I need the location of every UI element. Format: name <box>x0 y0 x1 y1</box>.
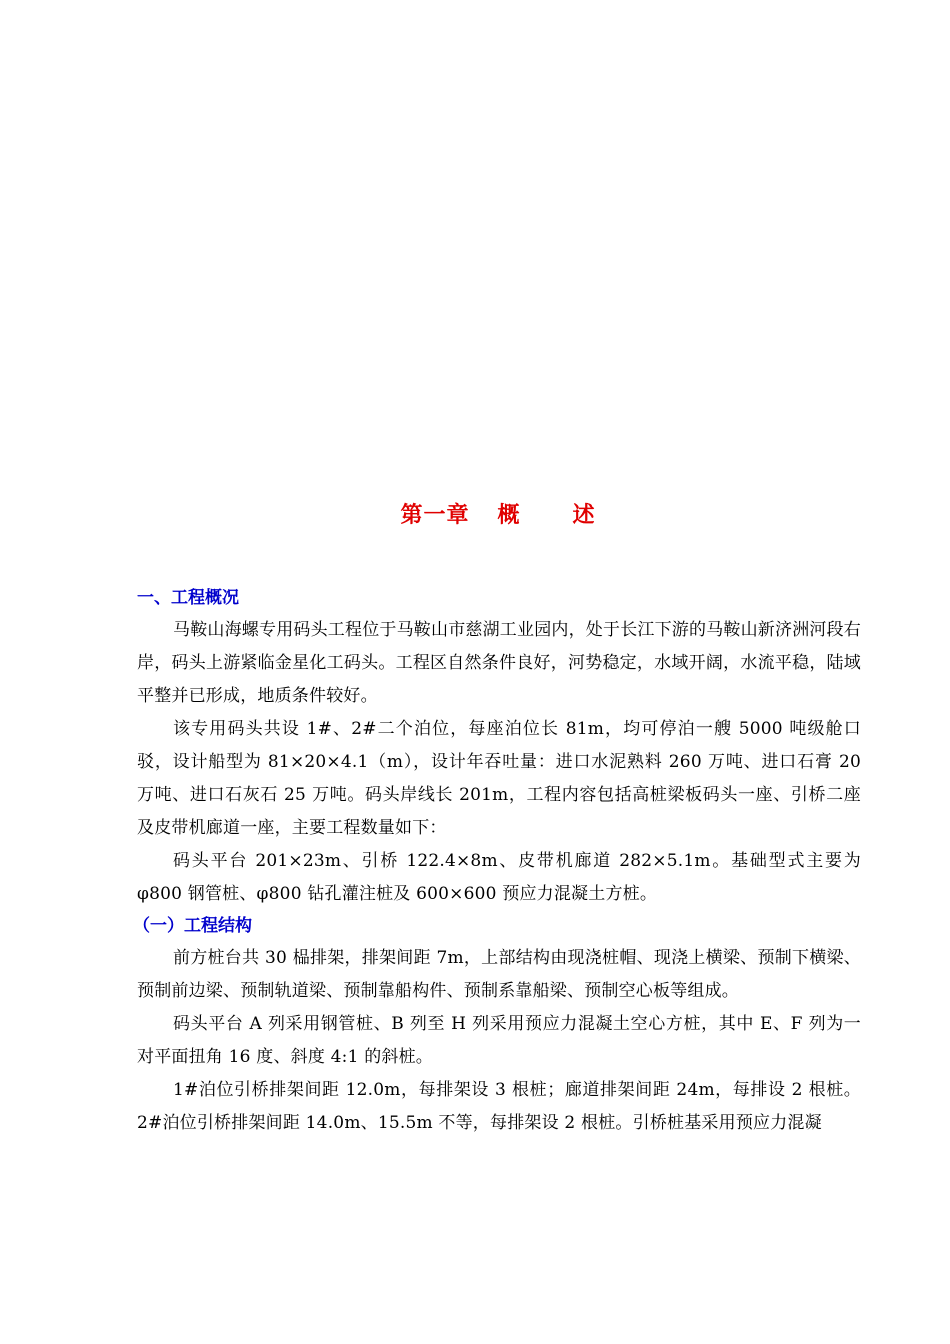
paragraph-berths: 该专用码头共设 1#、2#二个泊位，每座泊位长 81m，均可停泊一艘 5000 吨级舱口驳，设计船型为 81×20×4.1（m），设计年吞吐量：进口水泥熟料 260 万吨、进口石膏 20 万吨、进口石灰石 25 万吨。码头岸线长 201m，工程内容包括高桩梁板码头一座、引桥二座及皮带机廊道一座，主要工程数量如下： <box>137 719 861 838</box>
paragraph-approach-bridge: 1#泊位引桥排架间距 12.0m，每排架设 3 根桩；廊道排架间距 24m，每排设 2 根桩。2#泊位引桥排架间距 14.0m、15.5m 不等，每排架设 2 根桩。引桥桩基采用预应力混凝 <box>137 1080 861 1133</box>
chapter-title-char-1: 概 <box>497 502 521 528</box>
paragraph-piles: 码头平台 A 列采用钢管桩、B 列至 H 列采用预应力混凝土空心方桩，其中 E、F 列为一对平面扭角 16 度、斜度 4:1 的斜桩。 <box>137 1014 861 1067</box>
section-heading-overview: 一、工程概况 <box>137 588 239 608</box>
paragraph-bents: 前方桩台共 30 榀排架，排架间距 7m，上部结构由现浇桩帽、现浇上横梁、预制下横梁、预制前边梁、预制轨道梁、预制靠船构件、预制系靠船梁、预制空心板等组成。 <box>137 948 861 1001</box>
document-body <box>133 583 861 1140</box>
chapter-title-char-2: 述 <box>572 502 596 528</box>
chapter-number: 第一章 <box>400 502 470 528</box>
chapter-title <box>0 498 950 529</box>
paragraph-quantities: 码头平台 201×23m、引桥 122.4×8m、皮带机廊道 282×5.1m。基础型式主要为 φ800 钢管桩、φ800 钻孔灌注桩及 600×600 预应力混凝土方桩。 <box>137 851 861 904</box>
subsection-heading-structure: （一）工程结构 <box>133 916 252 936</box>
paragraph-location: 马鞍山海螺专用码头工程位于马鞍山市慈湖工业园内，处于长江下游的马鞍山新济洲河段右岸，码头上游紧临金星化工码头。工程区自然条件良好，河势稳定，水域开阔，水流平稳，陆域平整并已形成，地质条件较好。 <box>137 620 861 706</box>
